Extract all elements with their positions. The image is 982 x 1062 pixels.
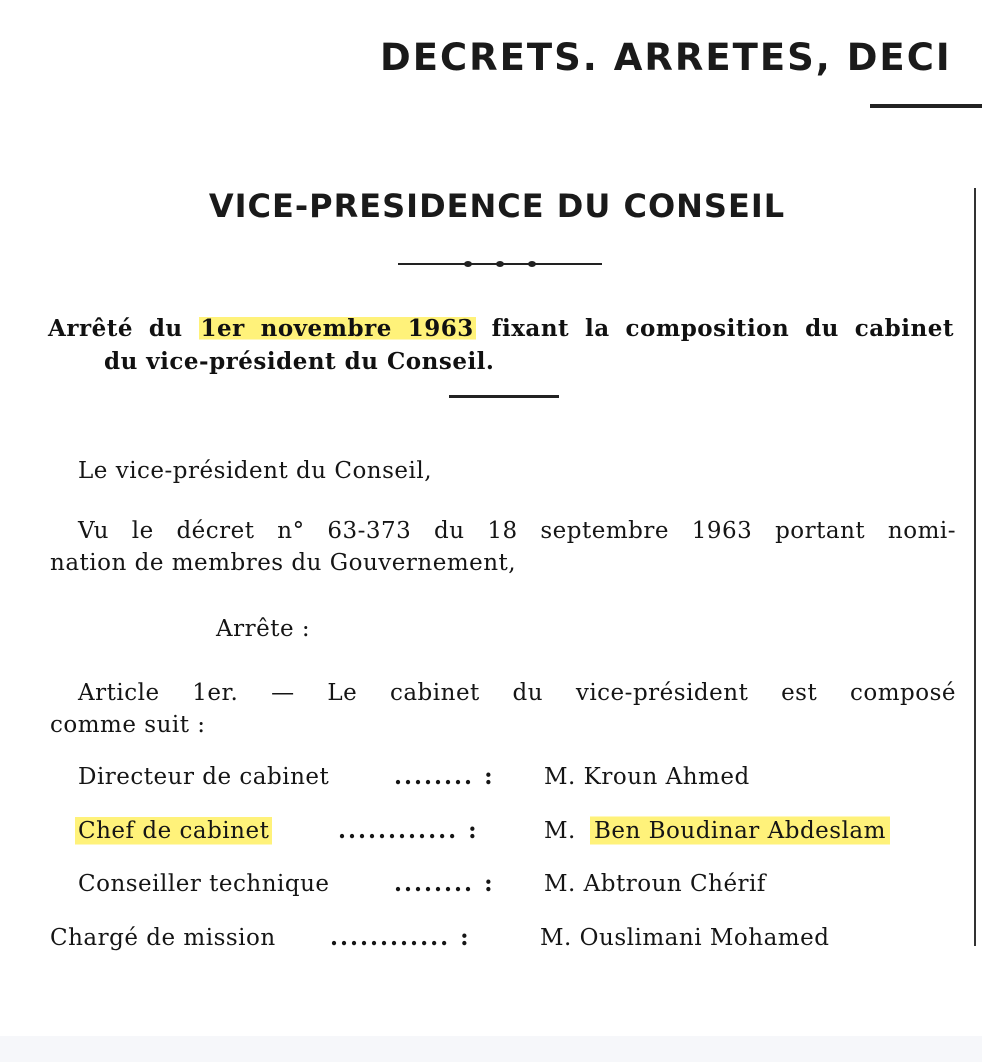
arrete-heading-line-2: du vice-président du Conseil.	[104, 348, 495, 375]
cabinet-member-name: M. Ouslimani Mohamed	[540, 925, 830, 951]
viewer-bottom-band	[0, 1036, 982, 1062]
vu-line-1: Vu le décret n° 63-373 du 18 septembre 1963 portant nomi-	[78, 518, 956, 544]
dot-leader: ........ :	[394, 870, 495, 897]
cabinet-role: Chargé de mission	[50, 925, 276, 951]
arrete-heading-rest: fixant la composition du cabinet	[491, 315, 954, 342]
cabinet-member-name: M. Abtroun Chérif	[544, 871, 766, 897]
dot-leader: ........ :	[394, 763, 495, 790]
vu-line-2: nation de membres du Gouvernement,	[50, 550, 517, 576]
cabinet-member-name: M. Kroun Ahmed	[544, 764, 750, 790]
intro-paragraph: Le vice-président du Conseil,	[78, 458, 433, 484]
cabinet-role: Conseiller technique	[78, 871, 330, 897]
cabinet-role: Directeur de cabinet	[78, 764, 330, 790]
article-1-line-1: Article 1er. — Le cabinet du vice-président est composé	[78, 680, 956, 706]
highlighted-date: 1er novembre 1963	[200, 315, 474, 342]
arrete-heading-prefix: Arrêté du	[48, 315, 183, 342]
section-title: VICE-PRESIDENCE DU CONSEIL	[208, 187, 786, 225]
cabinet-member-prefix: M.	[544, 818, 576, 844]
arrete-word: Arrête :	[216, 616, 311, 642]
highlighted-cabinet-role: Chef de cabinet	[75, 815, 272, 847]
highlighted-cabinet-member-name: Ben Boudinar Abdeslam	[590, 815, 890, 847]
dot-leader: ............ :	[330, 924, 471, 951]
running-head-title: DECRETS. ARRETES, DECI	[380, 36, 952, 79]
dot-leader: ............ :	[338, 817, 479, 844]
article-1-line-2: comme suit :	[50, 712, 206, 738]
